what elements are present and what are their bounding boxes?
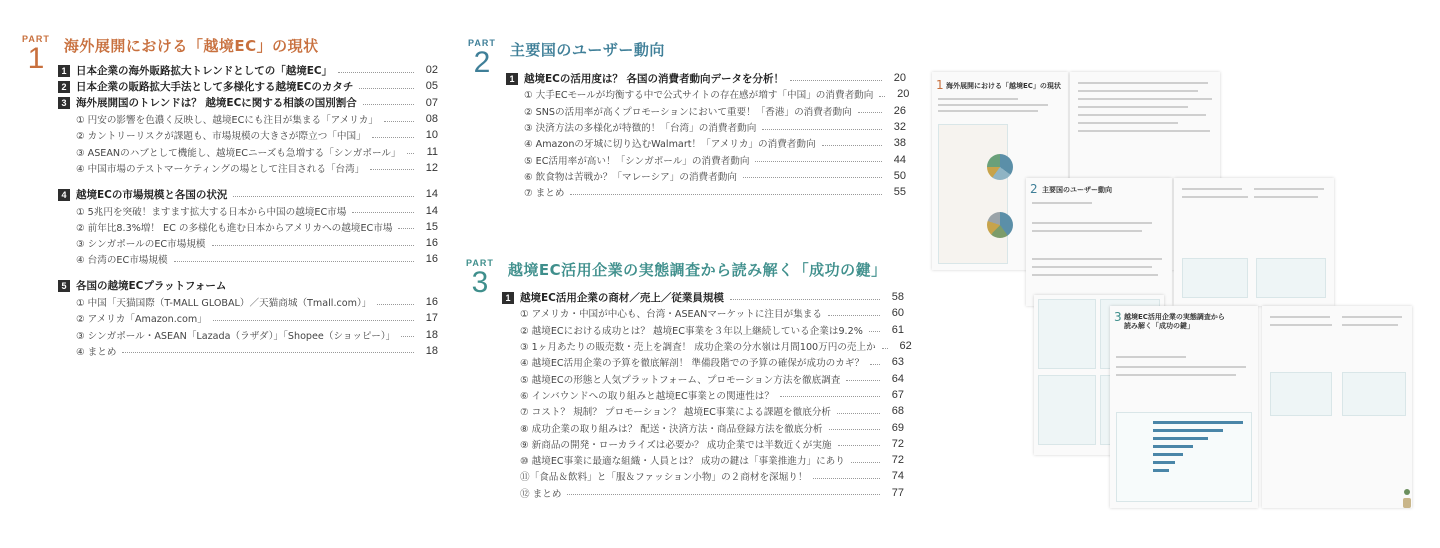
subsection-label: ③ シンガポール・ASEAN「Lazada（ラザダ）」「Shopee（ショッピー）」 <box>76 330 396 342</box>
leader-dots <box>790 80 882 81</box>
leader-dots <box>846 380 880 381</box>
page-number: 08 <box>425 113 438 126</box>
section-number-badge: 1 <box>502 292 514 304</box>
subsection-label: ④ Amazonの牙城に切り込むWalmart！「アメリカ」の消費者動向 <box>524 139 816 151</box>
section-label: 越境EC活用企業の商材／売上／従業員規模 <box>520 291 724 304</box>
corner-mark-icon <box>1400 488 1414 510</box>
toc-subsection[interactable] <box>58 111 438 127</box>
subsection-label: ② アメリカ「Amazon.com」 <box>76 314 207 326</box>
preview-spread-part3 <box>1110 306 1258 508</box>
page-number: 18 <box>425 344 438 357</box>
toc-section-title <box>502 290 724 305</box>
preview-spread-part3-right <box>1262 306 1412 508</box>
section-number-badge: 2 <box>58 81 70 93</box>
toc-subsection[interactable] <box>58 160 438 176</box>
section-number-badge: 1 <box>506 73 518 85</box>
preview-part1-number: 1 <box>936 78 944 92</box>
toc-subsection[interactable] <box>502 452 904 468</box>
part3-number: 3 <box>471 266 489 299</box>
page-number: 12 <box>425 161 438 174</box>
section-label: 越境ECの市場規模と各国の状況 <box>76 188 228 201</box>
leader-dots <box>828 315 880 316</box>
leader-dots <box>822 145 882 146</box>
toc-subsection[interactable] <box>506 119 906 135</box>
subsection-label: ⑧ 成功企業の取り組みは？ 配送・決済方法・商品登録方法を徹底分析 <box>520 423 823 435</box>
leader-dots <box>174 261 414 262</box>
subsection-label: ③ ASEANのハブとして機能し、越境ECニーズも急増する「シンガポール」 <box>76 147 401 159</box>
toc-subsection[interactable] <box>58 127 438 143</box>
part2-title: 主要国のユーザー動向 <box>509 41 665 59</box>
leader-dots <box>837 413 880 414</box>
subsection-label: ④ 台湾のEC市場規模 <box>76 255 168 267</box>
toc-subsection[interactable] <box>58 326 438 342</box>
subsection-label: ① アメリカ・中国が中心も、台湾・ASEANマーケットに注目が集まる <box>520 309 822 321</box>
page-number: 20 <box>897 88 910 101</box>
part2-word: PART <box>468 38 496 48</box>
leader-dots <box>338 72 414 73</box>
page-number: 64 <box>891 372 904 385</box>
part1-word: PART <box>22 34 50 44</box>
subsection-label: ⑨ 新商品の開発・ローカライズは必要か？ 成功企業では半数近くが実施 <box>520 439 832 451</box>
section-number-badge: 5 <box>58 280 70 292</box>
leader-dots <box>743 177 882 178</box>
toc-subsection[interactable] <box>502 338 912 354</box>
section-label: 越境ECの活用度は？ 各国の消費者動向データを分析！ <box>524 72 785 85</box>
toc-section-3[interactable] <box>58 95 438 111</box>
subsection-label: ① 大手ECモールが均衡する中で公式サイトの存在感が増す「中国」の消費者動向 <box>524 90 874 102</box>
leader-dots <box>213 320 414 321</box>
subsection-label: ③ シンガポールのEC市場規模 <box>76 239 206 251</box>
leader-dots <box>352 212 414 213</box>
toc-subsection[interactable] <box>58 251 438 267</box>
toc-subsection[interactable] <box>58 343 438 359</box>
toc-subsection[interactable] <box>58 219 438 235</box>
page-number: 05 <box>425 80 438 93</box>
part2-toc <box>506 70 910 200</box>
part3-toc <box>502 289 912 501</box>
subsection-label: ① 中国「天猫国際（T-MALL GLOBAL）／天猫商城（Tmall.com）」 <box>76 298 372 309</box>
leader-dots <box>838 445 880 446</box>
subsection-label: ① 5兆円を突破！ますます拡大する日本から中国の越境EC市場 <box>76 206 347 218</box>
leader-dots <box>407 153 414 154</box>
toc-subsection[interactable] <box>502 354 904 370</box>
subsection-label: ④ 中国市場のテストマーケティングの場として注目される「台湾」 <box>76 163 365 175</box>
leader-dots <box>851 462 880 463</box>
toc-subsection[interactable] <box>502 485 904 501</box>
section-label: 日本企業の海外販路拡大トレンドとしての「越境EC」 <box>76 64 333 77</box>
toc-subsection[interactable] <box>506 86 910 102</box>
page-number: 60 <box>891 307 904 320</box>
toc-subsection[interactable] <box>502 387 904 403</box>
preview-part2-title: 主要国のユーザー動向 <box>1042 186 1112 194</box>
subsection-label: ② 越境ECにおける成功とは？ 越境EC事業を３年以上継続している企業は9.2% <box>520 325 863 337</box>
page-number: 07 <box>425 96 438 109</box>
page-number: 68 <box>891 405 904 418</box>
page-number: 16 <box>425 253 438 266</box>
page-number: 02 <box>425 64 438 77</box>
page-number: 11 <box>426 145 438 158</box>
subsection-label: ⑤ EC活用率が高い！「シンガポール」の消費者動向 <box>524 155 750 167</box>
leader-dots <box>829 429 880 430</box>
toc-section-1[interactable] <box>58 62 438 78</box>
page-number: 20 <box>893 72 906 85</box>
page-number: 15 <box>425 220 438 233</box>
part1-number: 1 <box>27 42 45 75</box>
toc-section-4[interactable] <box>58 186 438 202</box>
toc-subsection[interactable] <box>506 168 906 184</box>
subsection-label: ⑥ インバウンドへの取り組みと越境EC事業との関連性は？ <box>520 390 774 402</box>
toc-subsection[interactable] <box>506 151 906 167</box>
leader-dots <box>870 364 880 365</box>
page-number: 74 <box>891 470 904 483</box>
section-number-badge: 3 <box>58 97 70 109</box>
preview-part3-number: 3 <box>1114 310 1122 324</box>
page-number: 55 <box>893 186 906 199</box>
toc-section-title <box>58 95 357 110</box>
toc-subsection[interactable] <box>58 143 438 159</box>
preview-part1-title: 海外展開における「越境EC」の現状 <box>946 82 1061 90</box>
toc-subsection[interactable] <box>502 436 904 452</box>
preview-pie-chart-1 <box>987 154 1013 180</box>
page-number: 14 <box>425 188 438 201</box>
subsection-label: ③ 決済方法の多様化が特徴的！「台湾」の消費者動向 <box>524 123 757 135</box>
leader-dots <box>730 299 880 300</box>
leader-dots <box>122 352 414 353</box>
subsection-label: ③ 1ヶ月あたりの販売数・売上を調査！ 成功企業の分水嶺は月間100万円の売上か <box>520 342 876 354</box>
toc-subsection[interactable] <box>502 370 904 386</box>
toc-section-2[interactable] <box>58 78 438 94</box>
subsection-label: ④ まとめ <box>76 346 117 358</box>
preview-part3-title-line1: 越境EC活用企業の実態調査から <box>1124 313 1225 321</box>
section-number-badge: 4 <box>58 189 70 201</box>
toc-subsection[interactable] <box>502 322 904 338</box>
leader-dots <box>858 112 882 113</box>
subsection-label: ⑦ まとめ <box>524 188 565 200</box>
part1-title: 海外展開における「越境EC」の現状 <box>63 37 319 55</box>
leader-dots <box>755 161 882 162</box>
part1-label <box>22 34 50 74</box>
page-number: 72 <box>891 437 904 450</box>
preview-horizontal-bar-chart <box>1116 412 1252 502</box>
leader-dots <box>869 331 880 332</box>
page-number: 16 <box>425 296 438 308</box>
toc-section-title <box>506 71 784 86</box>
subsection-label: ⑪「食品＆飲料」と「服＆ファッション小物」の２商材を深堀り！ <box>520 472 808 484</box>
subsection-label: ⑦ コスト？ 規制？ プロモーション？ 越境EC事業による課題を徹底分析 <box>520 407 832 419</box>
page-number: 61 <box>891 323 904 336</box>
leader-dots <box>372 137 414 138</box>
page-number: 62 <box>899 340 912 353</box>
leader-dots <box>762 129 882 130</box>
part3-label <box>466 258 494 298</box>
toc-subsection[interactable] <box>502 468 904 484</box>
page-number: 18 <box>425 328 438 341</box>
toc-subsection[interactable] <box>58 294 438 310</box>
page-number: 50 <box>893 169 906 182</box>
leader-dots <box>570 194 882 195</box>
toc-section-1[interactable] <box>502 289 904 305</box>
toc-section-title <box>58 79 353 94</box>
preview-spread-part2-right <box>1174 178 1334 306</box>
section-label: 海外展開国のトレンドは？ 越境ECに関する相談の国別割合 <box>76 97 357 110</box>
page-number: 63 <box>891 356 904 369</box>
subsection-label: ⑩ 越境EC事業に最適な組織・人員とは？ 成功の鍵は「事業推進力」にあり <box>520 456 845 468</box>
subsection-label: ② カントリーリスクが課題も、市場規模の大きさが際立つ「中国」 <box>76 131 366 143</box>
page-number: 14 <box>425 204 438 217</box>
subsection-label: ④ 越境EC活用企業の予算を徹底解剖！ 準備段階での予算の確保が成功のカギ？ <box>520 358 865 370</box>
leader-dots <box>384 121 414 122</box>
page-number: 69 <box>891 421 904 434</box>
part1-toc <box>58 62 438 359</box>
subsection-label: ⑥ 飲食物は苦戦か？「マレーシア」の消費者動向 <box>524 171 737 183</box>
subsection-label: ② SNSの活用率が高くプロモーションにおいて重要！「香港」の消費者動向 <box>524 106 852 118</box>
preview-spread-part2 <box>1026 178 1172 306</box>
preview-pie-chart-2 <box>987 212 1013 238</box>
preview-part2-number: 2 <box>1030 182 1038 196</box>
leader-dots <box>879 96 885 97</box>
page-number: 17 <box>425 312 438 325</box>
toc-subsection[interactable] <box>502 305 904 321</box>
page-number: 72 <box>891 454 904 467</box>
page-number: 10 <box>425 129 438 142</box>
page-number: 77 <box>891 486 904 499</box>
leader-dots <box>370 169 414 170</box>
page-number: 67 <box>891 388 904 401</box>
toc-section-1[interactable] <box>506 70 906 86</box>
leader-dots <box>233 196 414 197</box>
subsection-label: ① 円安の影響を色濃く反映し、越境ECにも注目が集まる「アメリカ」 <box>76 115 378 127</box>
part3-title: 越境EC活用企業の実態調査から読み解く「成功の鍵」 <box>507 261 887 279</box>
page-number: 58 <box>891 291 904 304</box>
toc-subsection[interactable] <box>506 135 906 151</box>
subsection-label: ⑫ まとめ <box>520 488 562 500</box>
leader-dots <box>359 88 414 89</box>
toc-section-title <box>58 187 227 202</box>
leader-dots <box>377 304 414 305</box>
toc-section-5[interactable] <box>58 278 438 294</box>
toc-subsection[interactable] <box>506 103 906 119</box>
toc-subsection[interactable] <box>502 419 904 435</box>
subsection-label: ② 前年比8.3%増！ EC の多様化も進む日本からアメリカへの越境EC市場 <box>76 222 393 234</box>
part2-number: 2 <box>473 46 491 79</box>
preview-part3-title-line2: 読み解く「成功の鍵」 <box>1124 322 1194 330</box>
part2-label <box>468 38 496 78</box>
section-label: 各国の越境ECプラットフォーム <box>76 280 227 293</box>
leader-dots <box>212 245 414 246</box>
leader-dots <box>363 104 414 105</box>
leader-dots <box>813 478 880 479</box>
leader-dots <box>882 348 888 349</box>
page-number: 26 <box>893 104 906 117</box>
page-number: 38 <box>893 137 906 150</box>
page-number: 32 <box>893 121 906 134</box>
toc-subsection[interactable] <box>58 310 438 326</box>
toc-subsection[interactable] <box>58 202 438 218</box>
leader-dots <box>780 396 880 397</box>
leader-dots <box>401 336 414 337</box>
toc-subsection[interactable] <box>58 235 438 251</box>
toc-section-title <box>58 63 332 78</box>
leader-dots <box>567 494 880 495</box>
leader-dots <box>398 228 414 229</box>
page-number: 16 <box>425 237 438 250</box>
section-label: 日本企業の販路拡大手法として多様化する越境ECのカタチ <box>76 80 354 93</box>
toc-subsection[interactable] <box>502 403 904 419</box>
part3-word: PART <box>466 258 494 268</box>
toc-section-title <box>58 278 226 293</box>
toc-subsection[interactable] <box>506 184 906 200</box>
subsection-label: ⑤ 越境ECの形態と人気プラットフォーム、プロモーション方法を徹底調査 <box>520 374 841 386</box>
section-number-badge: 1 <box>58 65 70 77</box>
page-number: 44 <box>893 153 906 166</box>
